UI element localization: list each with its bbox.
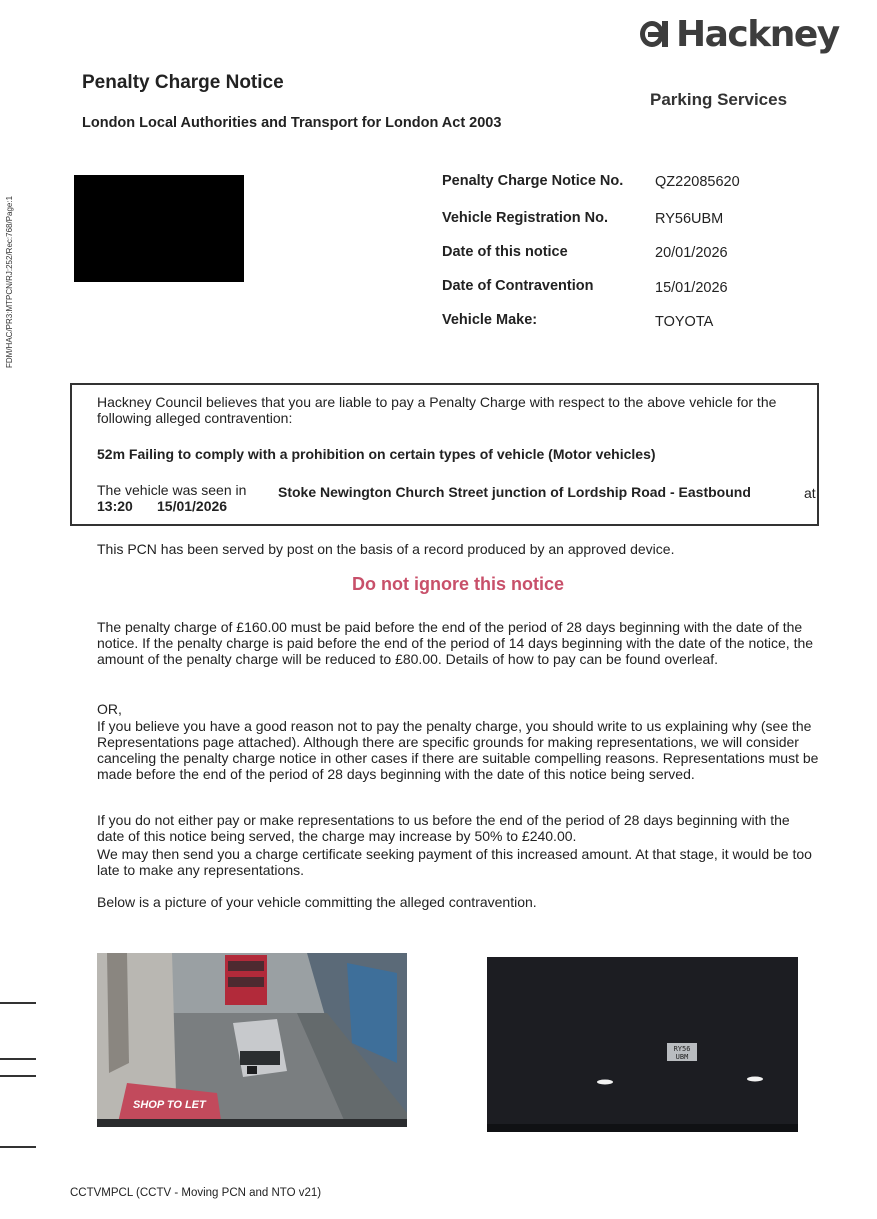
margin-mark <box>0 1002 36 1004</box>
side-reference: FDM/HAC/PR3:MTPCN/RJ:252/Rec:768/Page:1 <box>5 195 14 368</box>
payment-paragraph: The penalty charge of £160.00 must be paid before the end of the period of 28 days beginning with the date of the notice. If the penalty charge is paid before the end of the period of 14 days beginning with the date of the notice, the amount of the penalty charge will be reduced to £80.00. Details of how to pay can be found overleaf. <box>97 619 814 667</box>
seen-prefix: The vehicle was seen in <box>97 482 247 498</box>
redacted-address <box>74 175 244 282</box>
plate-line-1: RY56 <box>673 1045 691 1053</box>
logo-text: Hackney <box>676 14 839 55</box>
representations-paragraph: If you believe you have a good reason not to pay the penalty charge, you should write to us explaining why (see the Representations page attached). Although there are specific grounds for making representations, we will consider canceling the penalty charge notice in other cases if there are suitable compelling reasons. Representations must be made before the end of the period of 28 days beginning with the date of this notice being served. <box>97 718 819 782</box>
picture-intro: Below is a picture of your vehicle committing the alleged contravention. <box>97 894 537 910</box>
hackney-logo <box>640 14 839 55</box>
vrn-label: Vehicle Registration No. <box>442 210 608 226</box>
pcn-number-label: Penalty Charge Notice No. <box>442 173 624 189</box>
cctv-photo-plate <box>487 957 798 1132</box>
notice-date-label: Date of this notice <box>442 244 568 260</box>
vrn-value: RY56UBM <box>655 211 724 227</box>
notice-date-value: 20/01/2026 <box>655 245 728 261</box>
contravention-description: 52m Failing to comply with a prohibition on certain types of vehicle (Motor vehicles) <box>97 446 656 462</box>
contravention-date: 15/01/2026 <box>157 498 228 514</box>
contravention-date-label: Date of Contravention <box>442 278 594 294</box>
seen-at: at <box>804 485 816 501</box>
cctv-photo-street <box>97 953 407 1127</box>
document-title: Penalty Charge Notice <box>82 72 284 93</box>
margin-mark <box>0 1146 36 1148</box>
served-statement: This PCN has been served by post on the basis of a record produced by an approved device. <box>97 541 675 557</box>
shop-sign-text: SHOP TO LET <box>133 1099 206 1111</box>
increase-paragraph: If you do not either pay or make representations to us before the end of the period of 28 days beginning with the date of this notice being served, the charge may increase by 50% to £240.00. <box>97 812 790 844</box>
vehicle-make-value: TOYOTA <box>655 314 714 330</box>
form-footer: CCTVMPCL (CCTV - Moving PCN and NTO v21) <box>70 1187 322 1199</box>
vehicle-make-label: Vehicle Make: <box>442 312 538 328</box>
contravention-date-value: 15/01/2026 <box>655 280 728 296</box>
certificate-paragraph: We may then send you a charge certificate seeking payment of this increased amount. At that stage, it would be too late to make any representations. <box>97 846 812 878</box>
contravention-time: 13:20 <box>97 498 133 514</box>
or-text: OR, <box>97 701 122 717</box>
contravention-location: Stoke Newington Church Street junction of Lordship Road - Eastbound <box>278 484 751 500</box>
pcn-number-value: QZ22085620 <box>655 174 740 190</box>
margin-mark <box>0 1075 36 1077</box>
warning-heading: Do not ignore this notice <box>352 574 564 594</box>
department-name: Parking Services <box>650 90 788 109</box>
margin-mark <box>0 1058 36 1060</box>
contravention-intro: Hackney Council believes that you are liable to pay a Penalty Charge with respect to the above vehicle for the following alleged contravention: <box>97 394 777 426</box>
document-subtitle: London Local Authorities and Transport for London Act 2003 <box>82 115 502 131</box>
plate-line-2: UBM <box>675 1053 689 1061</box>
hackney-logo-icon <box>640 19 674 51</box>
